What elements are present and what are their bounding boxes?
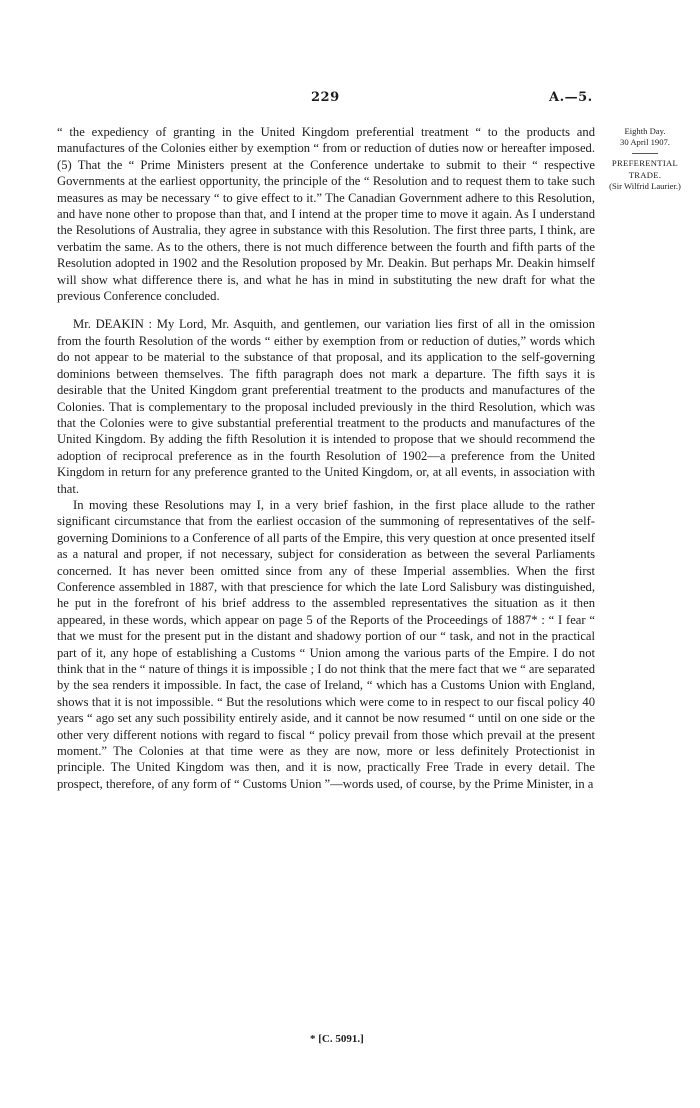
page-number: 229: [311, 90, 340, 105]
paragraph-deakin-intro: Mr. DEAKIN : My Lord, Mr. Asquith, and gentlemen, our variation lies first of all in the omission from the fourth Resolution of the words “ either by exemption from or reduction of duties,” words which do not appear to be material to the substance of that proposal, and its application to the self-governing dominions between themselves. The fifth paragraph does not mark a departure. The fifth says it is desirable that the United Kingdom grant preferential treatment to the products and manufactures of the Colonies. That is complementary to the proposal included previously in the third Resolution, which was that the Colonies were to give substantial preferential treatment to the products and manufactures of the United Kingdom. By adding the fifth Resolution it is intended to propose that we should recommend the adoption of reciprocal preference as in the fourth Resolution of 1902—a preference from the United Kingdom in return for any preference granted to the United Kingdom, or, at all events, in association with that.: [57, 317, 595, 496]
body-text: [57, 124, 595, 792]
paragraph-laurier: “ the expediency of granting in the United Kingdom preferential treatment “ to the products and manufactures of the Colonies either by exemption “ from or reduction of duties now or hereafter imposed. (5) That the “ Prime Ministers present at the Conference undertake to submit to their “ respective Governments at the earliest opportunity, the principle of the “ Resolution and to request them to take such measures as may be necessary “ to give effect to it.” The Canadian Government adhere to this Resolution, and have none other to propose than that, and I intend at the proper time to move it again. As I understand the Resolutions of Australia, they agree in substance with this Resolution. The first three parts, I think, are verbatim the same. As to the others, there is not much difference between the fourth and fifth parts of the Resolution adopted in 1902 and the Resolution proposed by Mr. Deakin. But perhaps Mr. Deakin himself will show what difference there is, and what he has in mind in substituting the new draft for what the previous Conference concluded.: [57, 125, 595, 304]
margin-notes: [604, 126, 686, 192]
footnote: * [C. 5091.]: [310, 1033, 364, 1045]
paragraph-deakin-history: In moving these Resolutions may I, in a very brief fashion, in the first place allude to the rather significant circumstance that from the earliest occasion of the summoning of representatives of the self-governing Dominions to a Conference of all parts of the Empire, this very question at once presented itself as a natural and proper, if not necessary, subject for consideration as between the several Parliaments concerned. It has never been omitted since from any of these Imperial assemblies. When the first Conference assembled in 1887, with that prescience for which the late Lord Salisbury was distinguished, he put in the forefront of his brief address to the assembled representatives the situation as it then appeared, in these words, which appear on page 5 of the Reports of the Proceedings of 1887* : “ I fear “ that we must for the present put in the distant and shadowy portion of our “ task, and not in the practical part of it, any hope of establishing a Customs “ Union among the various parts of the Empire. I do not think that in the “ nature of things it is impossible ; I do not think that the mere fact that we “ are separated by the sea renders it impossible. In fact, the case of Ireland, “ which has a Customs Union with England, shows that it is not impossible. “ But the resolutions which were come to in respect to our fiscal policy 40 years “ ago set any such possibility entirely aside, and it cannot be now resumed “ until on one side or the other very different notions with regard to fiscal “ policy prevail from those which prevail at the present moment.” The Colonies at that time were as they are now, more or less definitely Protectionist in principle. The United Kingdom was then, and it is now, practically Free Trade in every detail. The prospect, therefore, of any form of “ Customs Union ”—words used, of course, by the Prime Minister, in a: [57, 497, 595, 791]
margin-speaker: (Sir Wilfrid Laurier.): [609, 180, 681, 191]
margin-topic: PREFERENTIAL TRADE.: [611, 158, 679, 180]
margin-date: 30 April 1907.: [620, 137, 670, 148]
document-reference: A.—5.: [549, 90, 593, 105]
margin-day: Eighth Day.: [624, 126, 666, 136]
margin-divider: [632, 153, 658, 154]
